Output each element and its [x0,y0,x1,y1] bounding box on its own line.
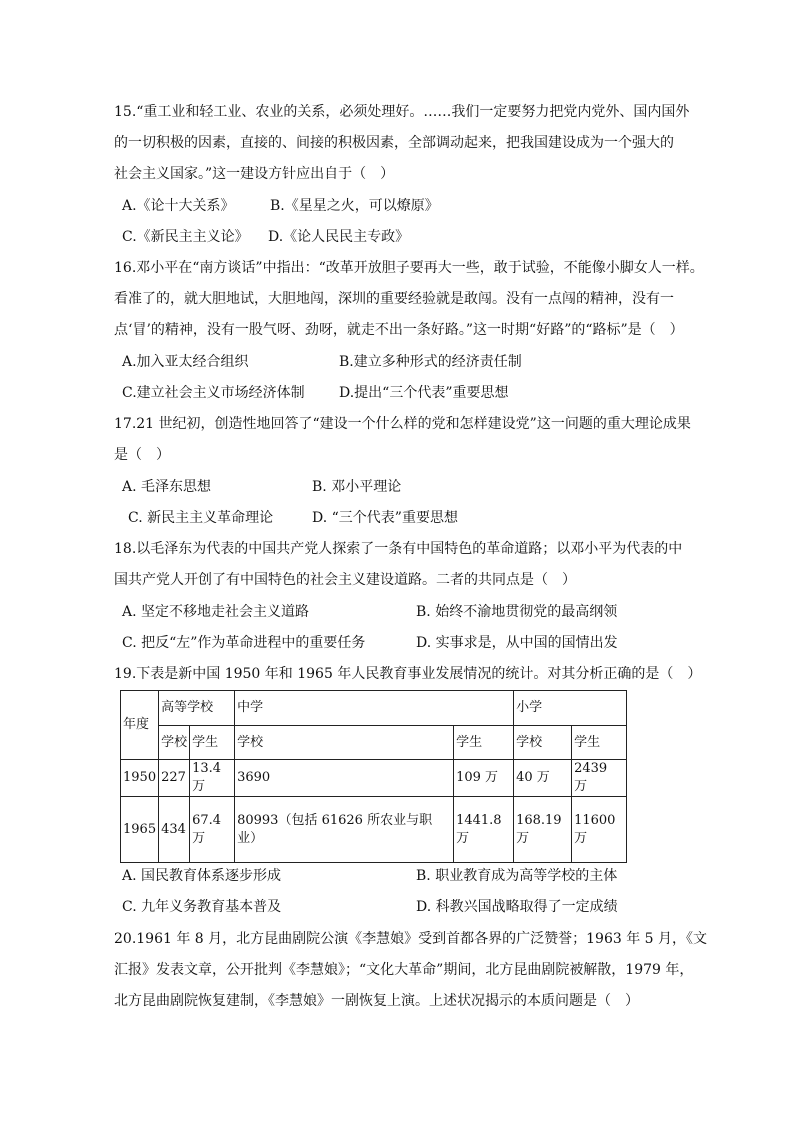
q19-option-b: B. 职业教育成为高等学校的主体 [416,868,618,884]
q19-line-1: 19.下表是新中国 1950 年和 1965 年人民教育事业发展情况的统计。对其分析正确的是（ ） [114,666,702,682]
q17-line-2: 是（ ） [114,447,170,463]
table-header-year: 年度 [121,691,159,760]
table-subheader: 学校 [235,726,454,760]
table-cell: 67.4 万 [190,797,235,863]
q18-line-1: 18.以毛泽东为代表的中国共产党人探索了一条有中国特色的革命道路；以邓小平为代表的中 [114,541,683,557]
q15-option-b: B.《星星之火，可以燎原》 [270,198,439,214]
table-cell: 40 万 [514,760,572,797]
q15-option-d: D.《论人民民主专政》 [268,229,410,245]
q16-line-3: 点‘冒’的精神，没有一股气呀、劲呀，就走不出一条好路。”这一时期“好路”的“路标”是（ ） [114,322,684,338]
q15-line-2: 的一切积极的因素，直接的、间接的积极因素，全部调动起来，把我国建设成为一个强大的 [114,135,674,151]
table-header-primary-school: 小学 [514,691,627,726]
q17-option-b: B. 邓小平理论 [312,479,402,495]
q19-option-c: C. 九年义务教育基本普及 [122,899,282,915]
table-cell: 80993（包括 61626 所农业与职业） [235,797,454,863]
q17-line-1: 17.21 世纪初，创造性地回答了“建设一个什么样的党和怎样建设党”这一问题的重大理论成果 [114,416,691,432]
table-subheader: 学生 [572,726,627,760]
q17-option-a: A. 毛泽东思想 [122,479,212,495]
table-cell: 1965 [121,797,159,863]
table-row [121,760,627,797]
table-subheader: 学校 [159,726,190,760]
table-cell: 434 [159,797,190,863]
education-statistics-table [120,690,627,863]
table-subheader: 学生 [454,726,514,760]
q16-option-c: C.建立社会主义市场经济体制 [122,385,305,401]
table-header-middle-school: 中学 [235,691,514,726]
q16-line-1: 16.邓小平在“南方谈话”中指出：“改革开放胆子要再大一些，敢于试验，不能像小脚女人一样。 [114,260,704,276]
table-cell: 1441.8 万 [454,797,514,863]
q19-option-d: D. 科教兴国战略取得了一定成绩 [416,899,618,915]
table-cell: 1950 [121,760,159,797]
q16-option-d: D.提出“三个代表”重要思想 [339,385,509,401]
q16-line-2: 看准了的，就大胆地试，大胆地闯，深圳的重要经验就是敢闯。没有一点闯的精神，没有一 [114,291,674,307]
table-subheader: 学生 [190,726,235,760]
q18-option-a: A. 坚定不移地走社会主义道路 [122,604,310,620]
table-cell: 168.19 万 [514,797,572,863]
q15-line-3: 社会主义国家。”这一建设方针应出自于（ ） [114,166,395,182]
q16-option-b: B.建立多种形式的经济责任制 [339,354,522,370]
q20-line-1: 20.1961 年 8 月，北方昆曲剧院公演《李慧娘》受到首都各界的广泛赞誉；1963 年 5 月，《文 [114,931,708,947]
table-cell: 227 [159,760,190,797]
table-cell: 109 万 [454,760,514,797]
q15-option-a: A.《论十大关系》 [122,198,235,214]
q16-option-a: A.加入亚太经合组织 [122,354,249,370]
q19-option-a: A. 国民教育体系逐步形成 [122,868,282,884]
q18-option-d: D. 实事求是，从中国的国情出发 [416,635,618,651]
table-cell: 13.4 万 [190,760,235,797]
table-cell: 3690 [235,760,454,797]
table-row [121,797,627,863]
q17-option-c: C. 新民主主义革命理论 [128,510,274,526]
q20-line-2: 汇报》发表文章，公开批判《李慧娘》；“文化大革命”期间，北方昆曲剧院被解散，1979 年， [114,962,694,978]
table-cell: 11600 万 [572,797,627,863]
table-subheader: 学校 [514,726,572,760]
table-cell: 2439 万 [572,760,627,797]
q18-option-b: B. 始终不渝地贯彻党的最高纲领 [416,604,618,620]
q17-option-d: D. “三个代表”重要思想 [312,510,458,526]
q15-option-c: C.《新民主主义论》 [122,229,249,245]
q20-line-3: 北方昆曲剧院恢复建制，《李慧娘》一剧恢复上演。上述状况揭示的本质问题是（ ） [114,993,639,1009]
q15-line-1: 15.“重工业和轻工业、农业的关系，必须处理好。……我们一定要努力把党内党外、国内国外 [114,104,690,120]
q18-option-c: C. 把反“左”作为革命进程中的重要任务 [122,635,366,651]
table-header-higher-education: 高等学校 [159,691,235,726]
q18-line-2: 国共产党人开创了有中国特色的社会主义建设道路。二者的共同点是（ ） [114,572,576,588]
